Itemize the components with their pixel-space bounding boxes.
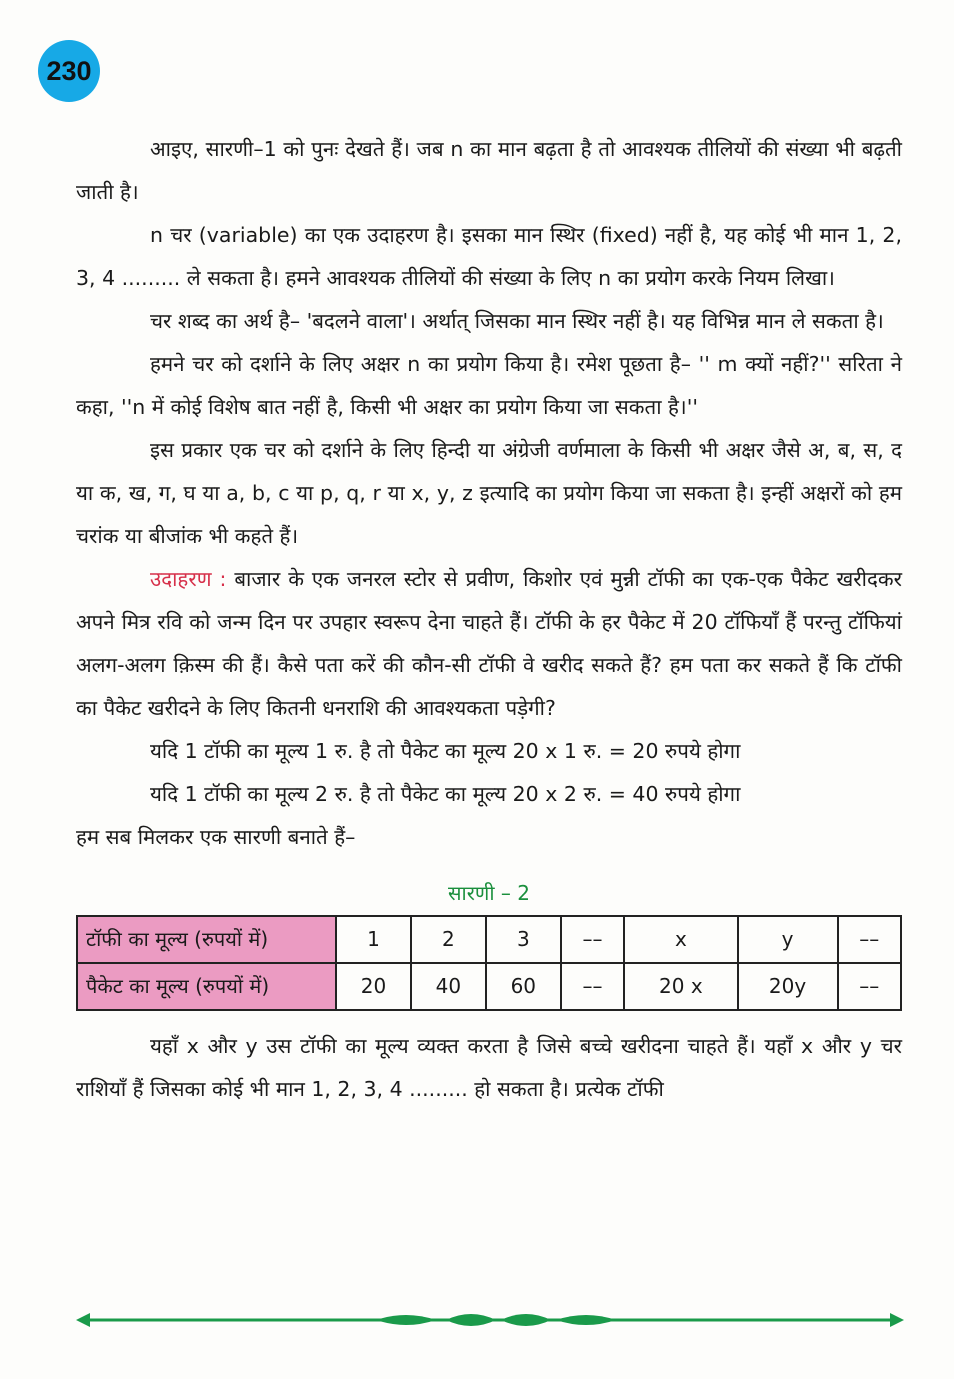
paragraph-4: हमने चर को दर्शाने के लिए अक्षर n का प्रयोग किया है। रमेश पूछता है– '' m क्यों नहीं?'' सरिता ने कहा, ''n में कोई विशेष बात नहीं है, किसी भी अक्षर का प्रयोग किया जा सकता है।'' (76, 352, 902, 419)
row-header: पैकेट का मूल्य (रुपयों में) (77, 963, 336, 1010)
row-header: टॉफी का मूल्य (रुपयों में) (77, 916, 336, 963)
table-cell: 20y (738, 963, 838, 1010)
table-cell: 20 x (624, 963, 737, 1010)
paragraph-10: यहाँ x और y उस टॉफी का मूल्य व्यक्त करता है जिसे बच्चे खरीदना चाहते हैं। यहाँ x और y चर राशियाँ हैं जिसका कोई भी मान 1, 2, 3, 4 ......... हो सकता है। प्रत्येक टॉफी (76, 1034, 902, 1101)
table-cell: 40 (411, 963, 486, 1010)
page-number: 230 (46, 55, 92, 86)
paragraph-2: n चर (variable) का एक उदाहरण है। इसका मान स्थिर (fixed) नहीं है, यह कोई भी मान 1, 2, 3, 4 ......... ले सकता है। हमने आवश्यक तीलियों की संख्या के लिए n का प्रयोग करके नियम लिखा। (76, 223, 902, 290)
table-caption: सारणी – 2 (448, 881, 530, 905)
paragraph-1: आइए, सारणी–1 को पुनः देखते हैं। जब n का मान बढ़ता है तो आवश्यक तीलियों की संख्या भी बढ़ती जाती है। (76, 137, 902, 204)
table-cell: 60 (486, 963, 561, 1010)
paragraph-8: यदि 1 टॉफी का मूल्य 2 रु. है तो पैकेट का मूल्य 20 x 2 रु. = 40 रुपये होगा (150, 782, 741, 806)
table-cell: x (624, 916, 737, 963)
table-cell: –– (561, 963, 624, 1010)
paragraph-7: यदि 1 टॉफी का मूल्य 1 रु. है तो पैकेट का मूल्य 20 x 1 रु. = 20 रुपये होगा (150, 739, 741, 763)
table-cell: 3 (486, 916, 561, 963)
table-row-packet (77, 963, 901, 1010)
table-cell: –– (838, 963, 901, 1010)
table-cell: y (738, 916, 838, 963)
table-cell: –– (838, 916, 901, 963)
example-text: बाजार के एक जनरल स्टोर से प्रवीण, किशोर एवं मुन्नी टॉफी का एक-एक पैकेट खरीदकर अपने मित्र रवि को जन्म दिन पर उपहार स्वरूप देना चाहते हैं। टॉफी के हर पैकेट में 20 टॉफियाँ हैं परन्तु टॉफियां अलग-अलग क़िस्म की हैं। कैसे पता करें की कौन-सी टॉफी वे खरीद सकते हैं? हम पता कर सकते हैं कि टॉफी का पैकेट खरीदने के लिए कितनी धनराशि की आवश्यकता पड़ेगी? (76, 567, 902, 720)
page-content (76, 128, 902, 1111)
table-cell: 20 (336, 963, 411, 1010)
table-cell: 1 (336, 916, 411, 963)
paragraph-5: इस प्रकार एक चर को दर्शाने के लिए हिन्दी या अंग्रेजी वर्णमाला के किसी भी अक्षर जैसे अ, ब, स, द या क, ख, ग, घ या a, b, c या p, q, r या x, y, z इत्यादि का प्रयोग किया जा सकता है। इन्हीं अक्षरों को हम चरांक या बीजांक भी कहते हैं। (76, 438, 902, 548)
paragraph-9: हम सब मिलकर एक सारणी बनाते हैं– (76, 825, 356, 849)
example-label: उदाहरण : (150, 567, 227, 591)
paragraph-example (76, 558, 902, 730)
table-row-toffee (77, 916, 901, 963)
table-cell: –– (561, 916, 624, 963)
price-table (76, 915, 902, 1011)
paragraph-3: चर शब्द का अर्थ है– 'बदलने वाला'। अर्थात् जिसका मान स्थिर नहीं है। यह विभिन्न मान ले सकता है। (150, 309, 884, 333)
decorative-rule (76, 1306, 904, 1334)
table-cell: 2 (411, 916, 486, 963)
page-number-badge (38, 40, 100, 102)
